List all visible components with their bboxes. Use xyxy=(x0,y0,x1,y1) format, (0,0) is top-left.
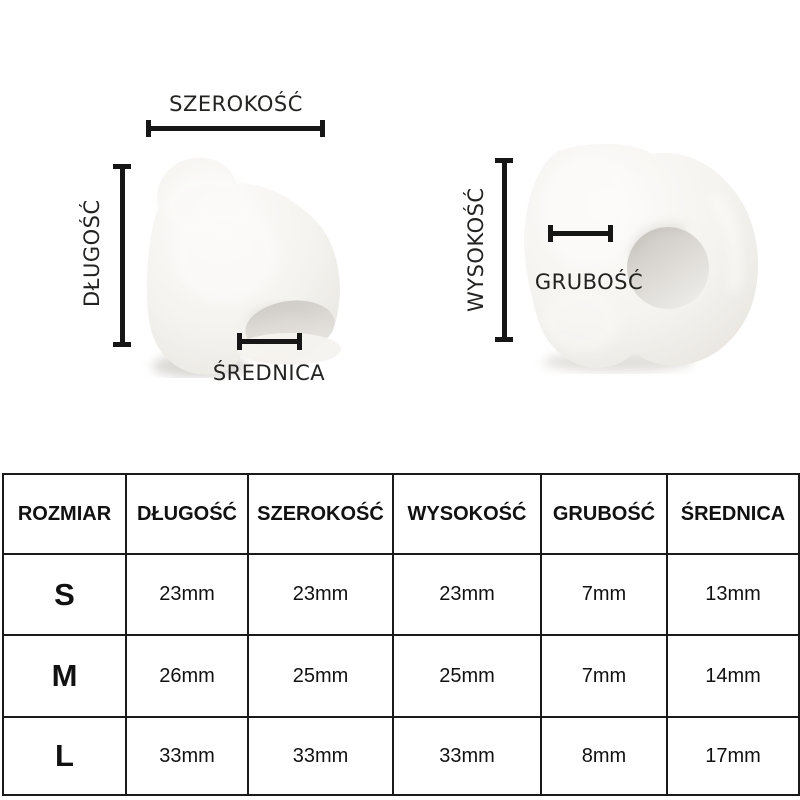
value-cell: 14mm xyxy=(667,635,799,717)
width-measure-bar xyxy=(146,120,325,137)
measure-endcap xyxy=(495,337,513,342)
value-cell: 23mm xyxy=(248,554,393,635)
value-cell: 23mm xyxy=(393,554,541,635)
width-dimension-label: SZEROKOŚĆ xyxy=(169,92,303,116)
value-cell: 17mm xyxy=(667,717,799,795)
value-cell: 33mm xyxy=(393,717,541,795)
size-cell: M xyxy=(3,635,126,717)
measure-line xyxy=(120,164,125,347)
value-cell: 25mm xyxy=(248,635,393,717)
measure-endcap xyxy=(608,225,613,242)
size-row-s xyxy=(3,554,799,635)
size-cell: L xyxy=(3,717,126,795)
height-measure-bar xyxy=(495,158,513,342)
length-measure-bar xyxy=(113,164,131,347)
thickness-measure-bar xyxy=(548,225,613,242)
value-cell: 7mm xyxy=(541,635,667,717)
value-cell: 25mm xyxy=(393,635,541,717)
header-cell-rozmiar: ROZMIAR xyxy=(3,474,126,554)
measure-line xyxy=(548,231,613,236)
header-cell-szerokosc: SZEROKOŚĆ xyxy=(248,474,393,554)
measure-endcap xyxy=(113,342,131,347)
header-cell-dlugosc: DŁUGOŚĆ xyxy=(126,474,248,554)
size-cell: S xyxy=(3,554,126,635)
size-row-l xyxy=(3,717,799,795)
value-cell: 8mm xyxy=(541,717,667,795)
header-cell-grubosc: GRUBOŚĆ xyxy=(541,474,667,554)
value-cell: 7mm xyxy=(541,554,667,635)
thickness-dimension-label: GRUBOŚĆ xyxy=(534,270,644,294)
diameter-dimension-label: ŚREDNICA xyxy=(212,361,326,385)
header-cell-srednica: ŚREDNICA xyxy=(667,474,799,554)
size-table xyxy=(2,473,800,796)
header-cell-wysokosc: WYSOKOŚĆ xyxy=(393,474,541,554)
diameter-measure-bar xyxy=(237,333,302,350)
measure-line xyxy=(502,158,507,342)
size-table-header-row xyxy=(3,474,799,554)
value-cell: 33mm xyxy=(248,717,393,795)
height-dimension-label: WYSOKOŚĆ xyxy=(464,187,488,313)
value-cell: 23mm xyxy=(126,554,248,635)
length-dimension-label: DŁUGOŚĆ xyxy=(80,199,104,307)
measure-endcap xyxy=(297,333,302,350)
value-cell: 26mm xyxy=(126,635,248,717)
measure-endcap xyxy=(320,120,325,137)
measure-line xyxy=(146,126,325,131)
measure-line xyxy=(237,339,302,344)
value-cell: 13mm xyxy=(667,554,799,635)
value-cell: 33mm xyxy=(126,717,248,795)
product-photo-side-view xyxy=(513,136,765,374)
size-row-m xyxy=(3,635,799,717)
